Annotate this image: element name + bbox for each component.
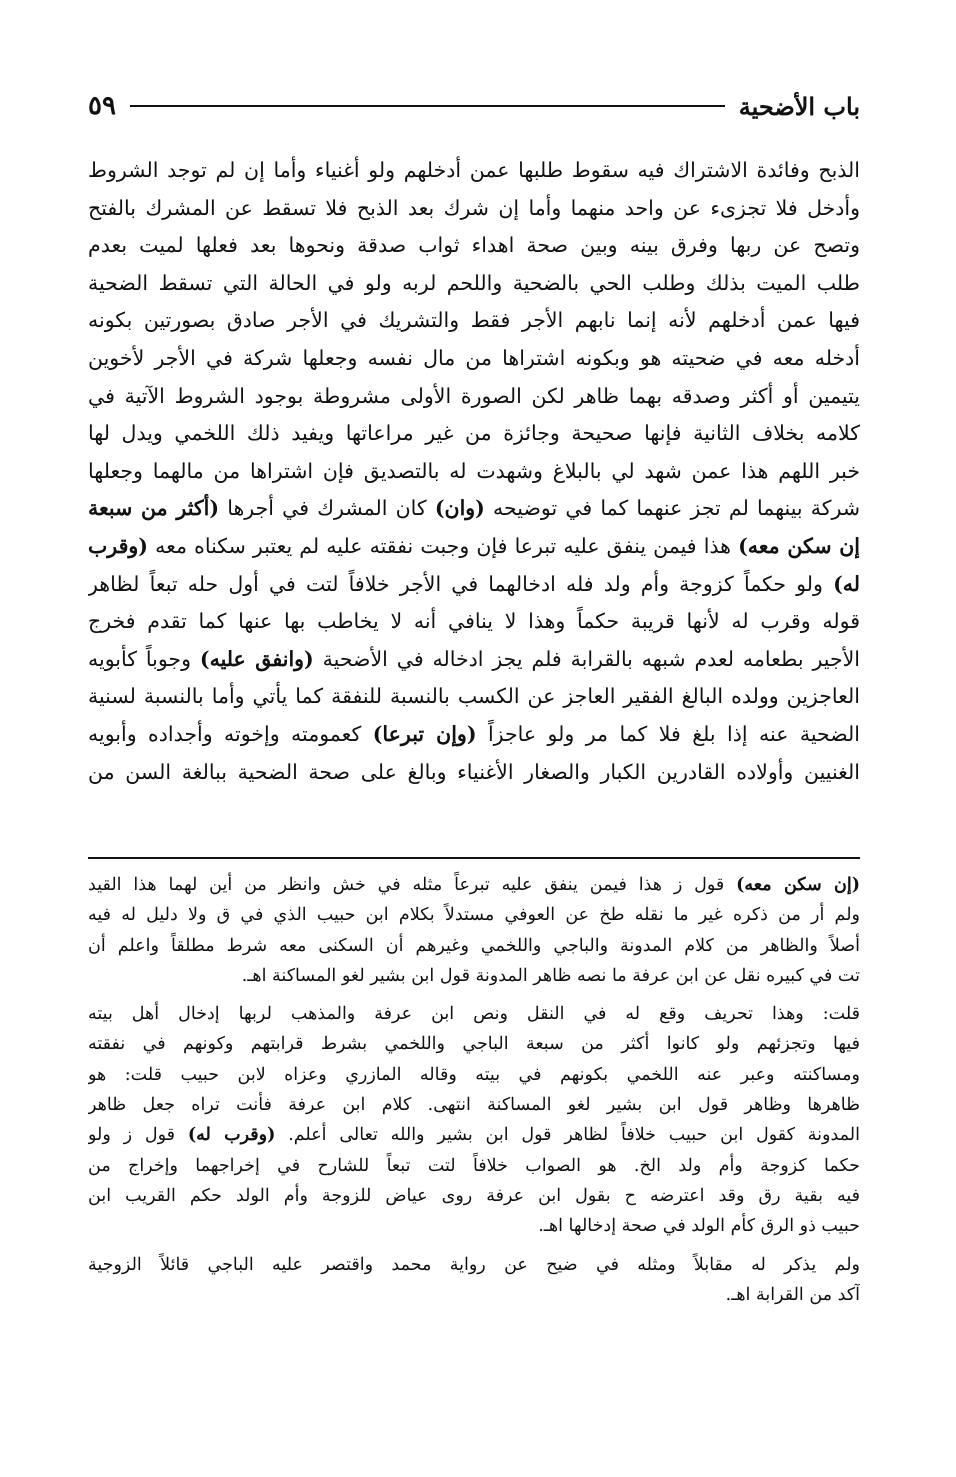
note-line: ومساكنته وعبر عنه اللخمي بكونهم في بيته وقاله المازري وعزاه لابن حبيب قلت: هو: [88, 1064, 860, 1085]
footnote-divider: [88, 857, 860, 859]
quoted-term: (وإن تبرعا): [372, 721, 477, 746]
quoted-term: إن سكن معه): [738, 533, 860, 558]
quoted-term: (وقرب: [88, 533, 149, 558]
text-line: يتيمين أو أكثر وصدقه بهما ظاهر لكن الصورة الأولى مشروطة بوجود الشروط الآتية في: [88, 383, 860, 408]
note-paragraph: [88, 1250, 860, 1311]
quoted-term: (وانفق عليه): [199, 646, 314, 671]
text-line: العاجزين وولده البالغ الفقير العاجز عن الكسب بالنسبة للنفقة كما يأتي وأما بالنسبة لسنية: [88, 684, 860, 709]
note-line: حكما كزوجة وأم ولد الخ. هو الصواب خلافاً لتت تبعاً للشارح في إخراجهما وإخراج من: [88, 1155, 860, 1176]
note-line: آكد من القرابة اهـ.: [725, 1284, 860, 1305]
note-paragraph: [88, 870, 860, 991]
text-line: له) ولو حكماً كزوجة وأم ولد فله ادخالهما في الأجر خلافاً لتت في أول حله تبعاً لظاهر: [88, 571, 860, 596]
text-line: فيها عمن أدخلهم لأنه إنما نابهم الأجر فقط والتشريك في الأجر صادق بصورتين بكونه: [88, 308, 860, 333]
text-line: طلب الميت بذلك وطلب الحي بالضحية واللحم لربه ولو في الحالة التي تسقط الضحية: [88, 270, 860, 295]
note-line: (إن سكن معه) قول ز هذا فيمن ينفق عليه تبرعاً مثله في خش وانظر من أين لهما هذا القيد: [88, 875, 860, 895]
note-line: المدونة كقول ابن حبيب خلافاً لظاهر قول ابن بشير والله تعالى أعلم. (وقرب له) قول ز ولو: [88, 1125, 860, 1146]
note-line: ولم أر من ذكره غير ما نقله طخ عن العوفي مستدلاً بكلام ابن حبيب الذي في ق ولا دليل له فيه: [88, 905, 860, 926]
text-line: الغنيين وأولاده القادرين الكبار والصغار الأغنياء وبالغ على صحة الضحية ببالغة السن من: [88, 759, 860, 784]
note-line: ظاهرها وظاهر قول ابن بشير لغو المساكنة انتهى. كلام ابن عرفة فأنت تراه جعل ظاهر: [88, 1095, 860, 1116]
note-line: ولم يذكر له مقابلاً ومثله في ضيح عن رواية محمد واقتصر عليه الباجي قائلاً الزوجية: [88, 1254, 860, 1275]
text-line: شركة بينهما لم تجز عنهما كما في توضيحه (وان) كان المشرك في أجرها (أكثر من سبعة: [88, 496, 860, 521]
quoted-term: (إن سكن معه): [736, 875, 860, 895]
running-header: [88, 84, 860, 128]
quoted-term: (وقرب له): [187, 1125, 276, 1146]
note-line: فيه بقية رق وقد اعترضه ح بقول ابن عرفة روى عياض للزوجة وأم الولد حكم القريب ابن: [88, 1185, 860, 1206]
text-line: وأدخل فلا تجزىء عن واحد منهما وأما إن شرك بعد الذبح فلا تسقط عن المشرك بالفتح: [88, 195, 860, 220]
text-line: أدخله معه في ضحيته هو وبكونه اشتراها من مال نفسه وجعلها شركة في الأجر لأخوين: [88, 345, 860, 370]
text-line: الضحية عنه إذا بلغ فلا كما مر ولو عاجزاً (وإن تبرعا) كعمومته وإخوته وأجداده وأبويه: [88, 721, 860, 746]
note-line: أصلاً والظاهر من كلام المدونة والباجي واللخمي وغيرهم أن السكنى معه شرط مطلقاً واعلم أن: [88, 935, 860, 956]
text-line: كلامه بخلاف الثانية فإنها صحيحة وجائزة من غير مراعاتها ويفيد ذلك اللخمي ويدل لها: [88, 421, 860, 446]
header-rule: [130, 105, 725, 107]
quoted-term: (وان): [434, 496, 485, 521]
quoted-term: له): [833, 571, 860, 596]
text-line: الذبح وفائدة الاشتراك فيه سقوط طلبها عمن أدخلهم ولو أغنياء وأما إن لم توجد الشروط: [88, 158, 860, 182]
chapter-title: باب الأضحية: [738, 91, 860, 121]
note-line: حبيب ذو الرق كأم الولد في صحة إدخالها اهـ.: [538, 1216, 860, 1237]
quoted-term: (أكثر من سبعة: [88, 496, 220, 521]
main-text: [88, 152, 860, 791]
note-line: قلت: وهذا تحريف وقع له في النقل ونص ابن عرفة والمذهب لربها إدخال أهل بيته: [88, 1004, 860, 1025]
page-number: ٥٩: [88, 91, 116, 121]
note-line: فيها وتجزئهم ولو كانوا أكثر من سبعة الباجي واللخمي بشرط قرابتهم وكونهم في نفقته: [88, 1034, 860, 1055]
note-line: تت في كبيره نقل عن ابن عرفة ما نصه ظاهر المدونة قول ابن بشير لغو المساكنة اهـ.: [241, 965, 860, 986]
text-line: وتصح عن ربها وفرق بينه وبين صحة اهداء ثواب صدقة ونحوها بعد فعلها لميت بعدم: [88, 233, 860, 258]
note-paragraph: [88, 999, 860, 1241]
text-line: الأجير بطعامه لعدم شبهه بالقرابة فلم يجز ادخاله في الأضحية (وانفق عليه) وجوباً كأبويه: [88, 646, 860, 671]
text-line: قوله وقرب له لأنها قريبة حكماً وهذا لا ينافي أنه لا يخاطب بها عنها كما تقدم فخرج: [88, 609, 860, 634]
text-line: خبر اللهم هذا عمن شهد لي بالبلاغ وشهدت له بالتصديق فإن اشتراها من مالهما وجعلها: [88, 458, 860, 483]
text-line: إن سكن معه) هذا فيمن ينفق عليه تبرعا فإن وجبت نفقته عليه لم يعتبر سكناه معه (وقرب: [88, 533, 860, 558]
commentary-notes: [88, 870, 860, 1318]
